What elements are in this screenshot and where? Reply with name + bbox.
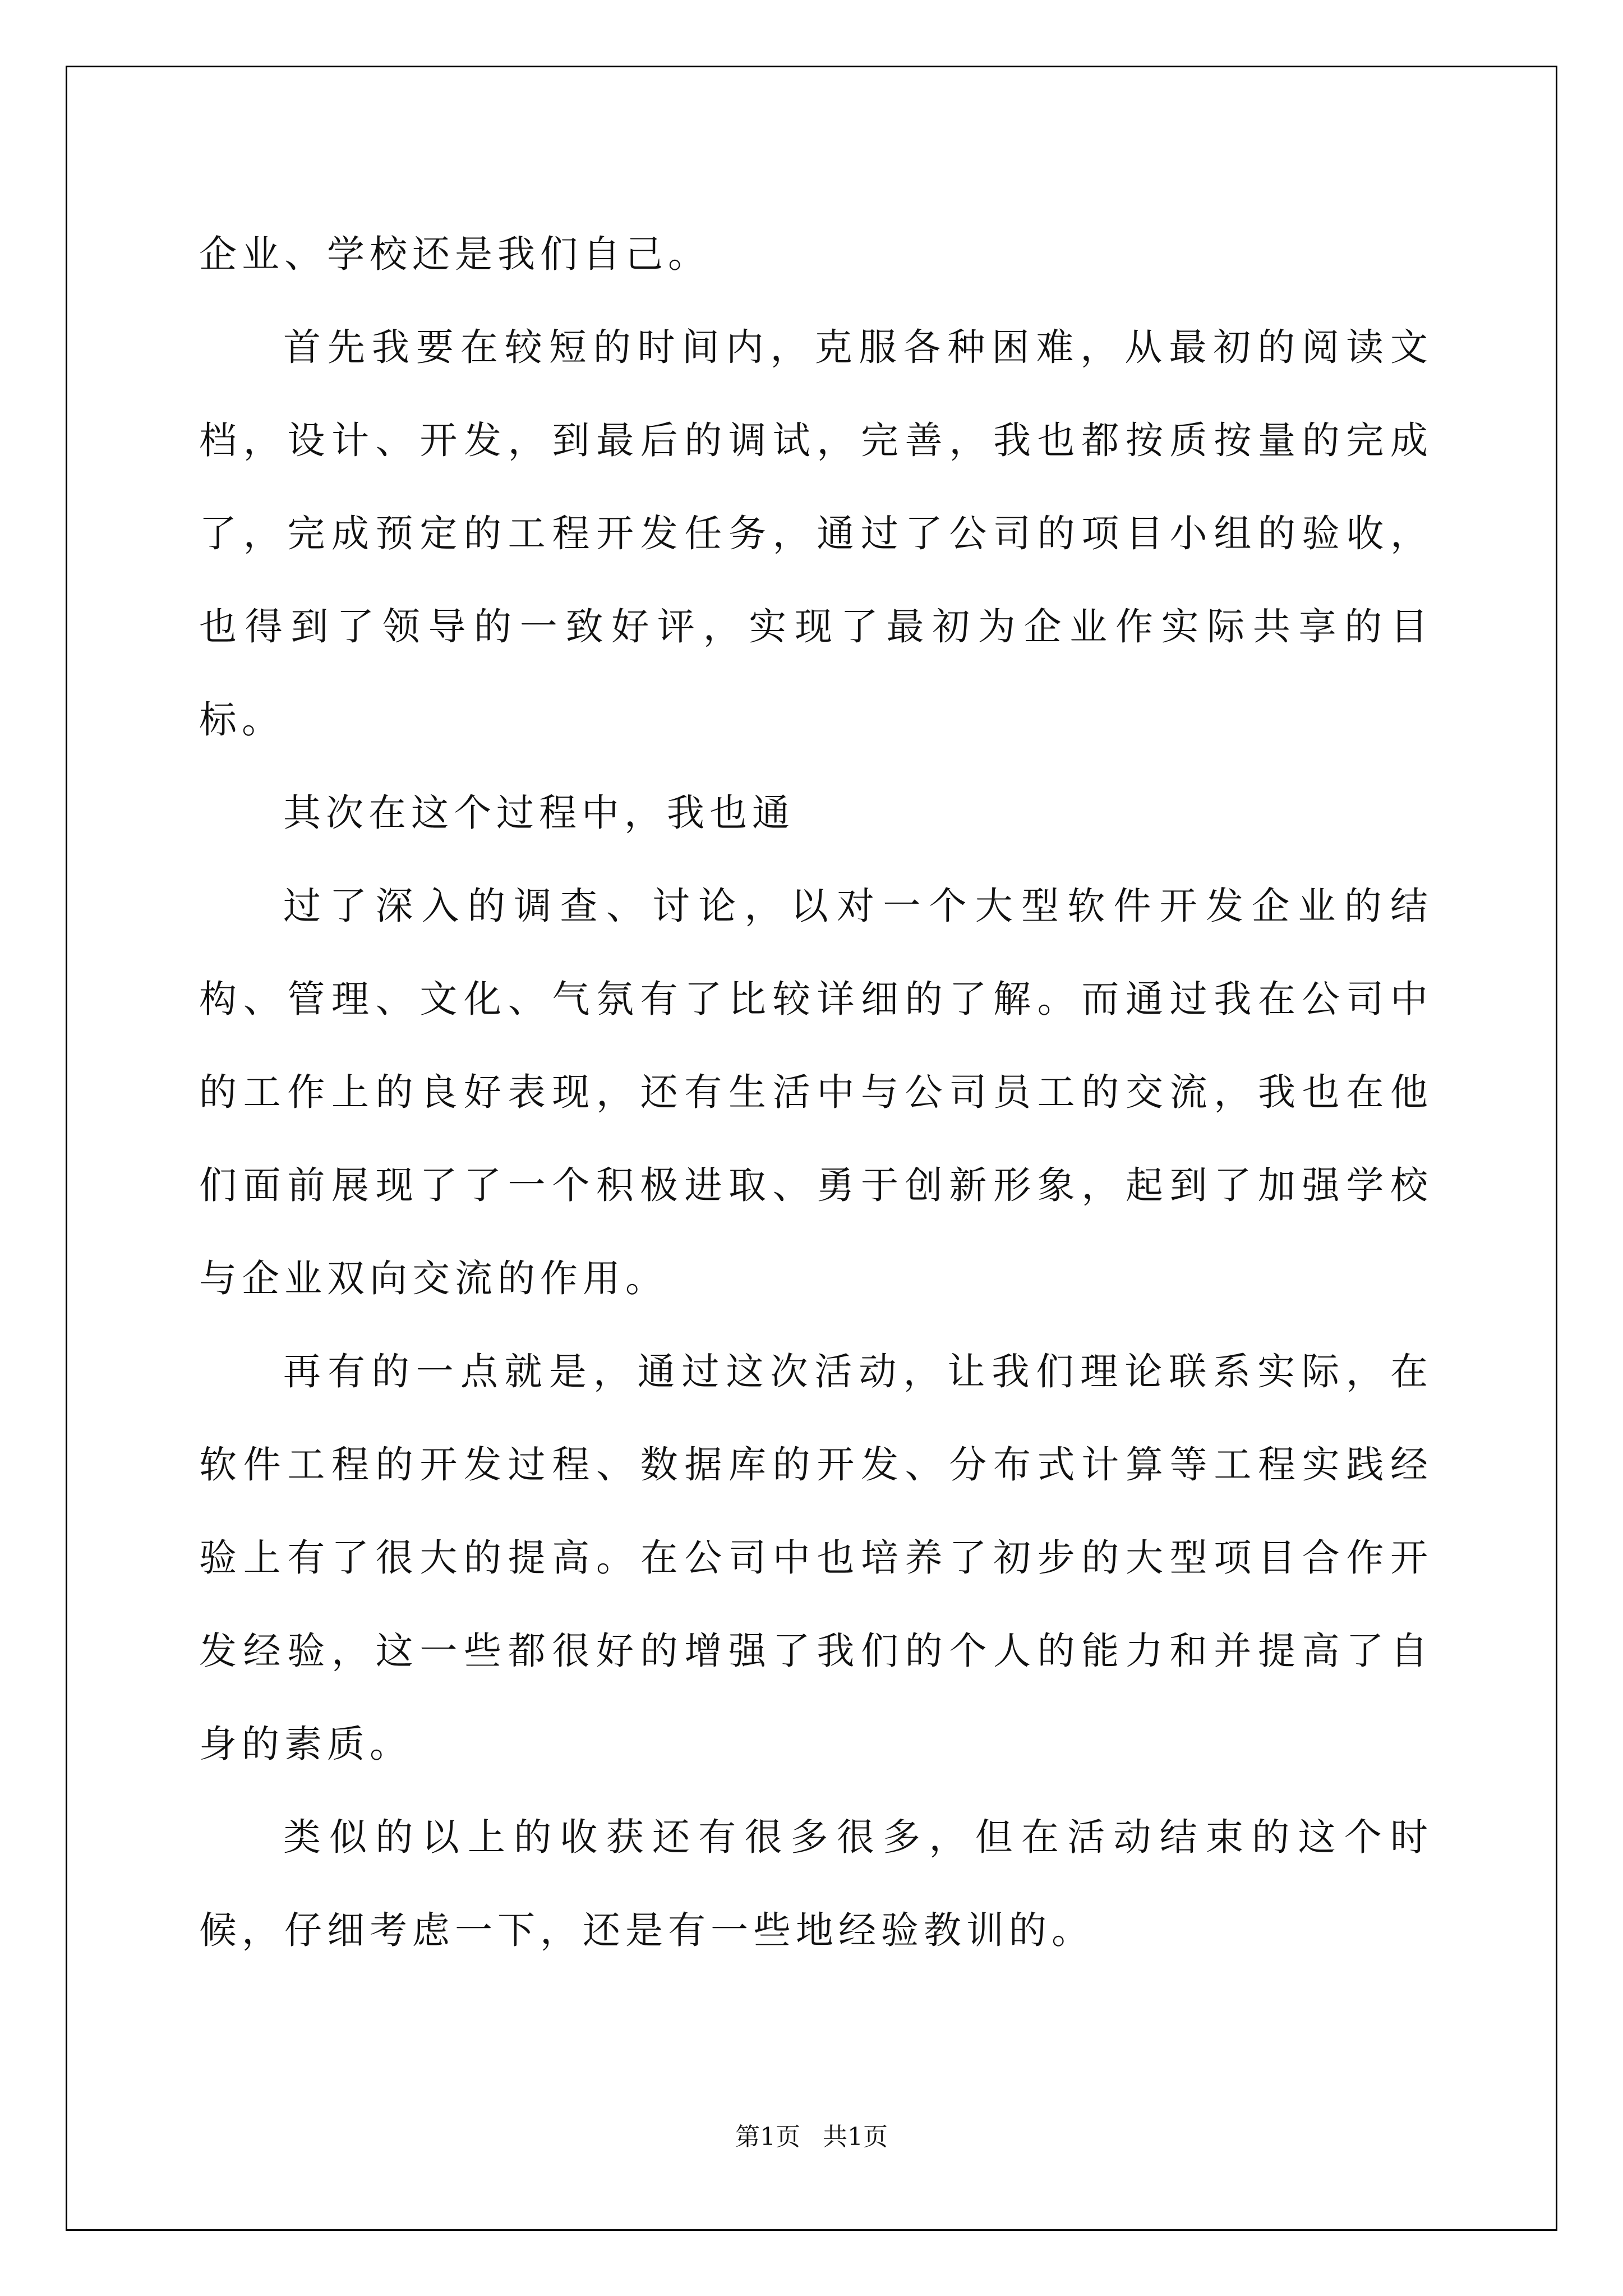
page-number: 第1页 [735,2123,800,2151]
paragraph-4: 过了深入的调查、讨论，以对一个大型软件开发企业的结构、管理、文化、气氛有了比较详细的了解。而通过我在公司中的工作上的良好表现，还有生活中与公司员工的交流，我也在他们面前展现了了一个积极进取、勇于创新形象，起到了加强学校与企业双向交流的作用。 [199,884,1433,1300]
paragraph-5: 再有的一点就是，通过这次活动，让我们理论联系实际，在软件工程的开发过程、数据库的开发、分布式计算等工程实践经验上有了很大的提高。在公司中也培养了初步的大型项目合作开发经验，这一些都很好的增强了我们的个人的能力和并提高了自身的素质。 [199,1350,1433,1766]
paragraph-6: 类似的以上的收获还有很多很多，但在活动结束的这个时候，仔细考虑一下，还是有一些地经验教训的。 [199,1815,1433,1952]
paragraph-2: 首先我要在较短的时间内，克服各种困难，从最初的阅读文档，设计、开发，到最后的调试，完善，我也都按质按量的完成了，完成预定的工程开发任务，通过了公司的项目小组的验收，也得到了领导的一致好评，实现了最初为企业作实际共享的目标。 [199,325,1433,742]
page-footer [0,2120,1623,2154]
document-body [199,208,1433,1977]
paragraph-1: 企业、学校还是我们自己。 [199,232,711,276]
page-total: 共1页 [823,2123,888,2151]
paragraph-3: 其次在这个过程中，我也通 [283,791,795,835]
